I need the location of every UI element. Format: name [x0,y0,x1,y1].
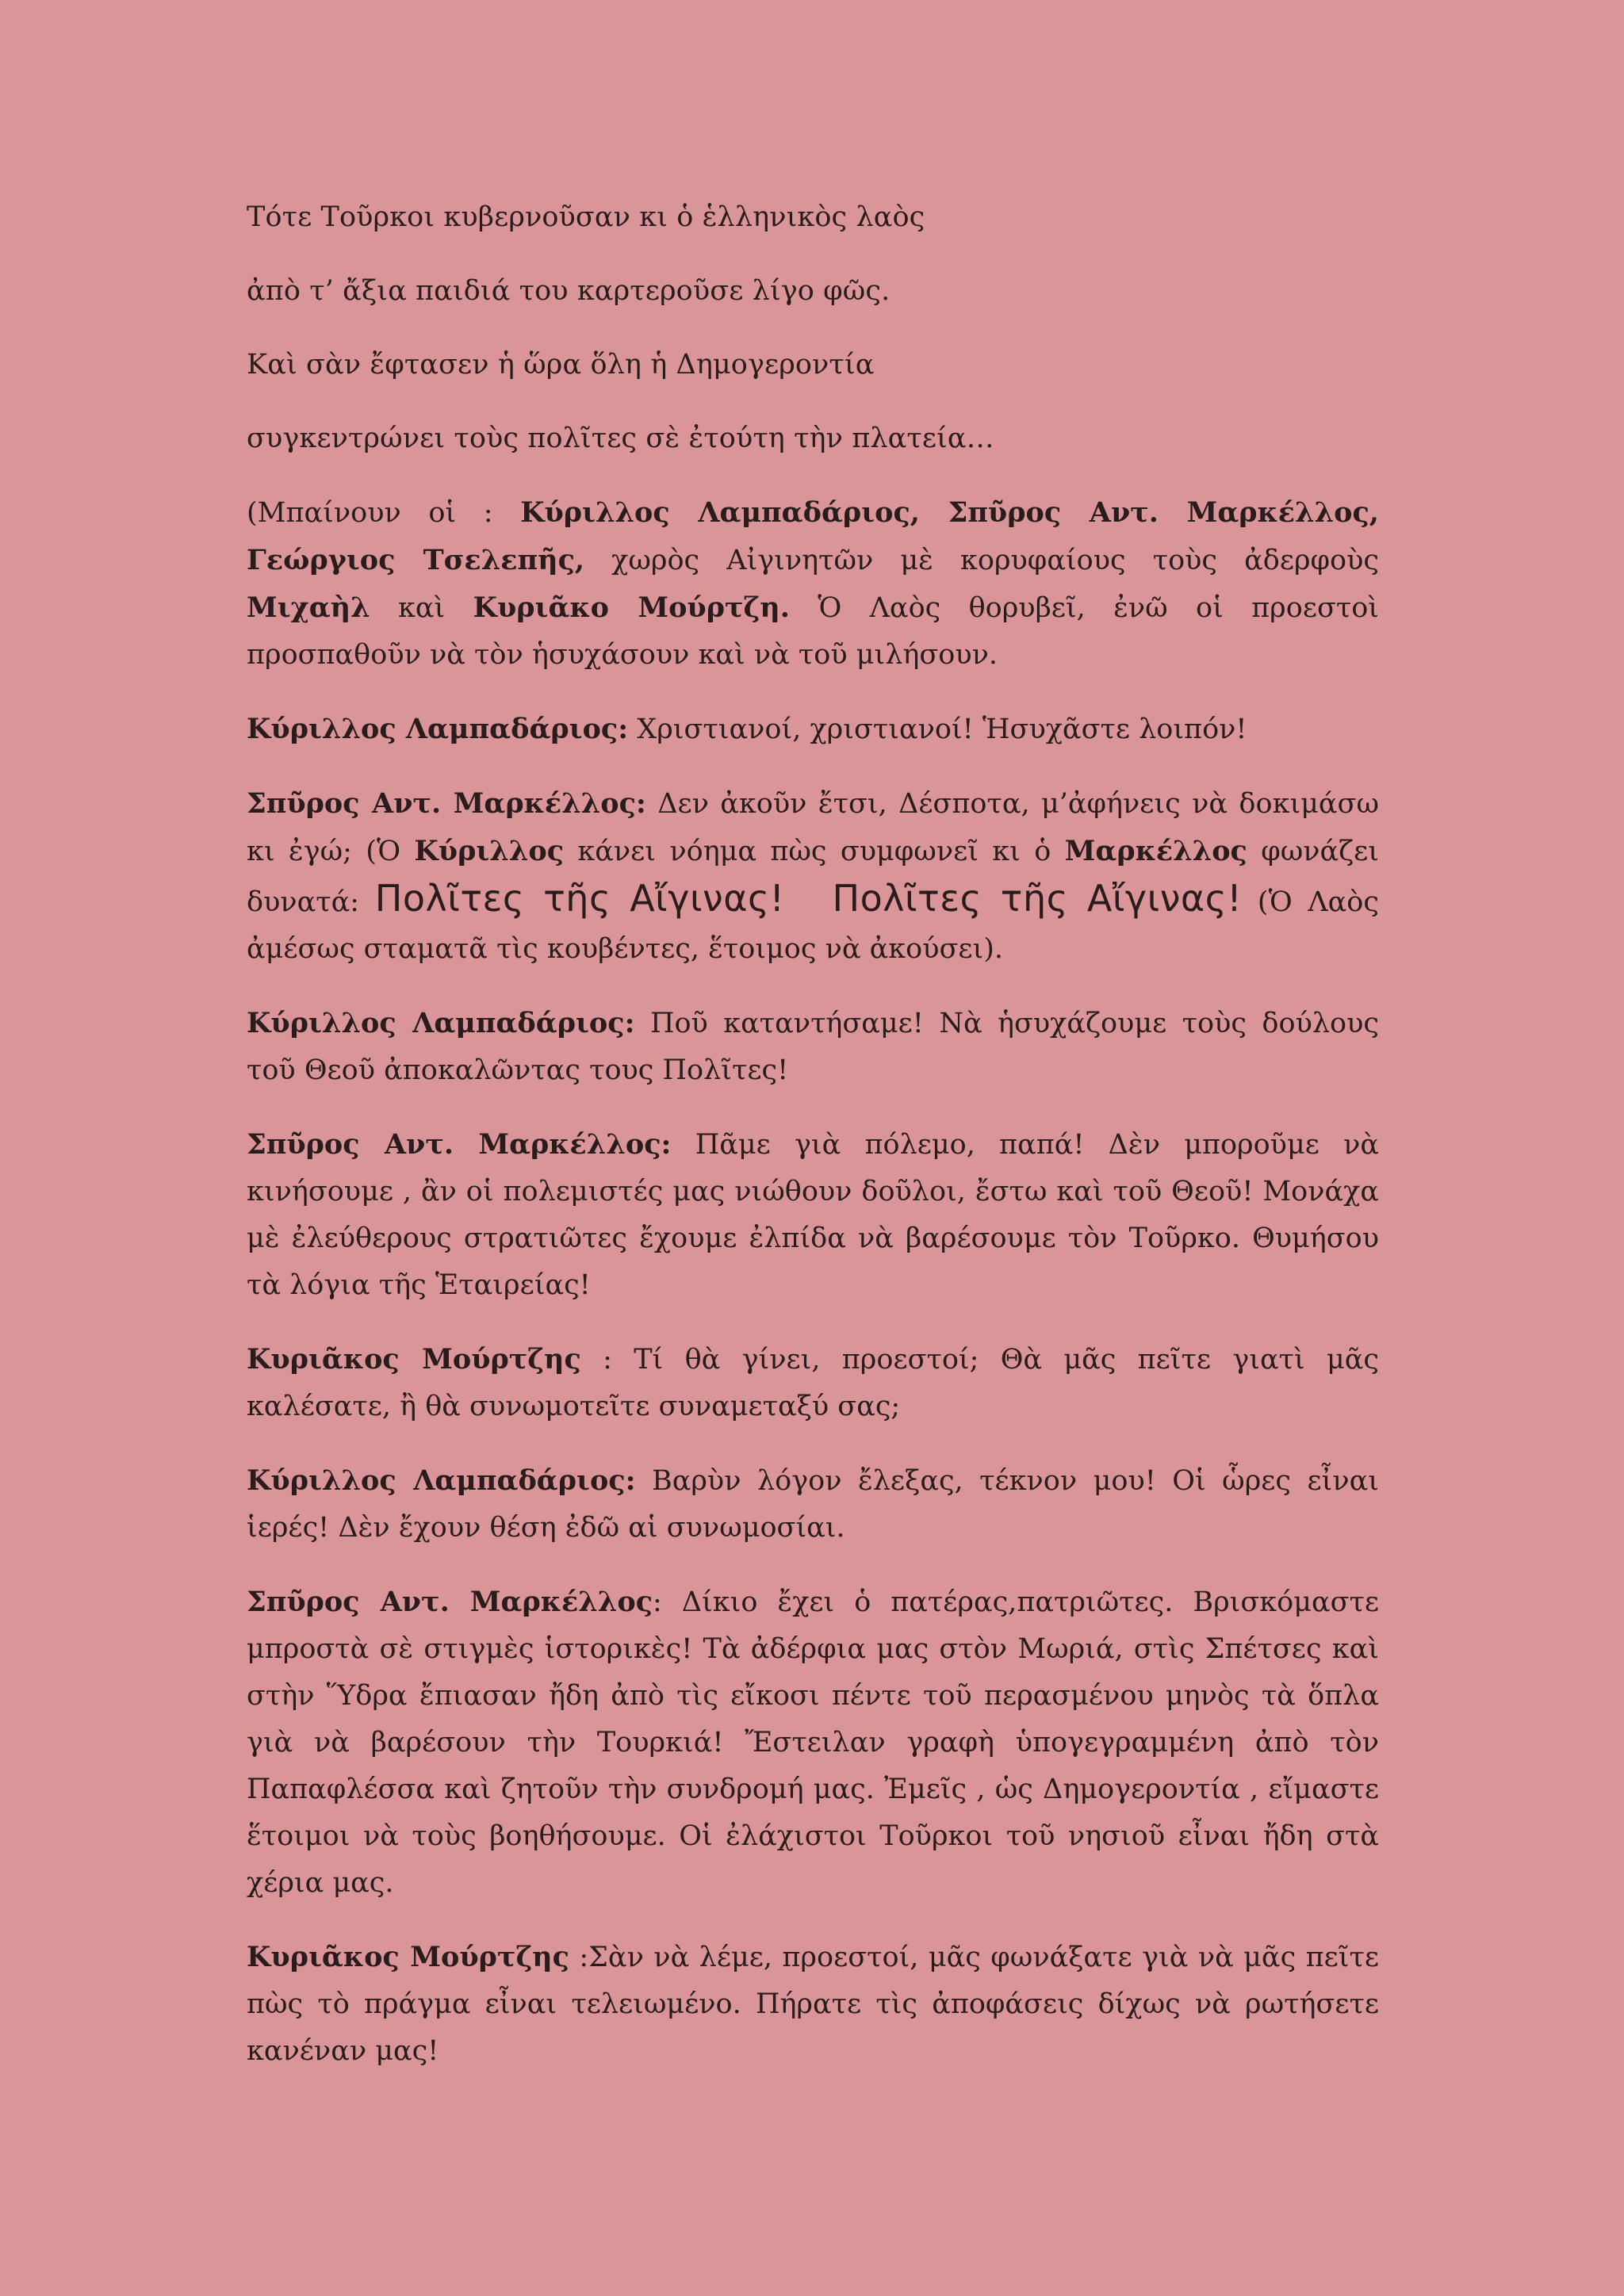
dialogue-line [247,706,1379,753]
speaker-name: Σπῦρος Αντ. Μαρκέλλος [247,1586,653,1618]
stage-text: χωρὸς Αἰγινητῶν μὲ κορυφαίους τοὺς ἀδερφοὺς [584,545,1379,576]
character-name: Μαρκέλλος [1064,835,1247,867]
speaker-name: Κυριᾶκος Μούρτζης [247,1941,569,1973]
dialogue-line [247,1578,1379,1907]
dialogue-text: : Δίκιο ἔχει ὁ πατέρας,πατριῶτες. Βρισκόμαστε μπροστὰ σὲ στιγμὲς ἱστορικὲς! Τὰ ἀδέρφια μας στὸν Μωριά, στὶς Σπέτσες καὶ στὴν Ὕδρα ἔπιασαν ἤδη ἀπὸ τὶς εἴκοσι πέντε τοῦ περασμένου μηνὸς τὰ ὅπλα γιὰ νὰ βαρέσουν τὴν Τουρκιά! Ἔστειλαν γραφὴ ὑπογεγραμμένη ἀπὸ τὸν Παπαφλέσσα καὶ ζητοῦν τὴν συνδρομή μας. Ἐμεῖς , ὡς Δημογεροντία , εἴμαστε ἕτοιμοι νὰ τοὺς βοηθήσουμε. Οἱ ἐλάχιστοι Τοῦρκοι τοῦ νησιοῦ εἶναι ἤδη στὰ χέρια μας. [247,1586,1379,1899]
dialogue-line [247,1457,1379,1552]
shout-text: Πολῖτες τῆς Αἴγινας! [832,877,1243,920]
character-name: Κύριλλος [414,835,565,867]
dialogue-line [247,1336,1379,1430]
verse-line: Καὶ σὰν ἔφτασεν ἡ ὥρα ὅλη ἡ Δημογεροντία [247,349,875,381]
dialogue-text: κάνει νόημα πὼς συμφωνεῖ κι ὁ [564,836,1065,867]
dialogue-text: Χριστιανοί, χριστιανοί! Ἡσυχᾶστε λοιπόν! [628,714,1247,745]
dialogue-text: (Ὁ Λαὸς ἀμέσως σταματᾶ τὶς κουβέντες, ἕτοιμος νὰ ἀκούσει). [247,886,1379,965]
speaker-name: Κύριλλος Λαμπαδάριος: [247,713,629,745]
dialogue-line [247,1934,1379,2075]
character-name: Μιχαὴλ [247,591,370,624]
dialogue-text: :Σὰν νὰ λέμε, προεστοί, μᾶς φωνάξατε γιὰ νὰ μᾶς πεῖτε πὼς τὸ πράγμα εἶναι τελειωμένο. Πήρατε τὶς ἀποφάσεις δίχως νὰ ρωτήσετε κανέναν μας! [247,1942,1379,2067]
shout-text: Πολῖτες τῆς Αἴγινας! [374,877,785,920]
speaker-name: Κυριᾶκος Μούρτζης [247,1343,581,1376]
verse-line: Τότε Τοῦρκοι κυβερνοῦσαν κι ὁ ἑλληνικὸς λαὸς [247,201,925,233]
dialogue-line [247,1000,1379,1094]
dialogue-text: : Τί θὰ γίνει, προεστοί; Θὰ μᾶς πεῖτε γιατὶ μᾶς καλέσατε, ἢ θὰ συνωμοτεῖτε συναμεταξύ σας; [247,1344,1379,1422]
stage-text: Ὁ Λαὸς θορυβεῖ, ἐνῶ οἱ προεστοὶ προσπαθοῦν νὰ τὸν ἡσυχάσουν καὶ νὰ τοῦ μιλήσουν. [247,592,1380,671]
dialogue-text: Βαρὺν λόγον ἔλεξας, τέκνον μου! Οἱ ὧρες εἶναι ἱερές! Δὲν ἔχουν θέση ἐδῶ αἱ συνωμοσίαι. [247,1465,1379,1544]
speaker-name: Κύριλλος Λαμπαδάριος: [247,1464,636,1497]
dialogue-text: Δεν ἀκοῦν ἔτσι, Δέσποτα, μ’ἀφήνεις νὰ δοκιμάσω κι ἐγώ; (Ὁ [247,788,1379,867]
dialogue-text: Πᾶμε γιὰ πόλεμο, παπά! Δὲν μποροῦμε νὰ κινήσουμε , ἂν οἱ πολεμιστές μας νιώθουν δοῦλοι, ἔστω καὶ τοῦ Θεοῦ! Μονάχα μὲ ἐλεύθερους στρατιῶτες ἔχουμε ἐλπίδα νὰ βαρέσουμε τὸν Τοῦρκο. Θυμήσου τὰ λόγια τῆς Ἑταιρείας! [247,1129,1379,1301]
dialogue-line [247,780,1379,973]
verse-line: ἀπὸ τ’ ἄξια παιδιά του καρτεροῦσε λίγο φῶς. [247,275,891,307]
stage-text: (Μπαίνουν οἱ : [247,497,521,529]
speaker-name: Σπῦρος Αντ. Μαρκέλλος: [247,787,646,820]
character-name: Κυριᾶκο Μούρτζη. [473,591,790,624]
dialogue-line [247,1121,1379,1309]
speaker-name: Σπῦρος Αντ. Μαρκέλλος: [247,1128,672,1161]
speaker-name: Κύριλλος Λαμπαδάριος: [247,1007,635,1039]
stage-direction [247,489,1379,679]
dialogue-text: Ποῦ καταντήσαμε! Νὰ ἡσυχάζουμε τοὺς δούλους τοῦ Θεοῦ ἀποκαλῶντας τους Πολῖτες! [247,1008,1379,1086]
character-names: Κύριλλος Λαμπαδάριος, Σπῦρος Αντ. Μαρκέλλος, Γεώργιος Τσελεπῆς, [247,496,1379,576]
stage-text: καὶ [370,592,473,624]
verse-line: συγκεντρώνει τοὺς πολῖτες σὲ ἐτούτη τὴν πλατεία… [247,423,994,454]
dialogue-text: φωνάζει δυνατά: [247,836,1379,918]
document-page [247,194,1379,2102]
